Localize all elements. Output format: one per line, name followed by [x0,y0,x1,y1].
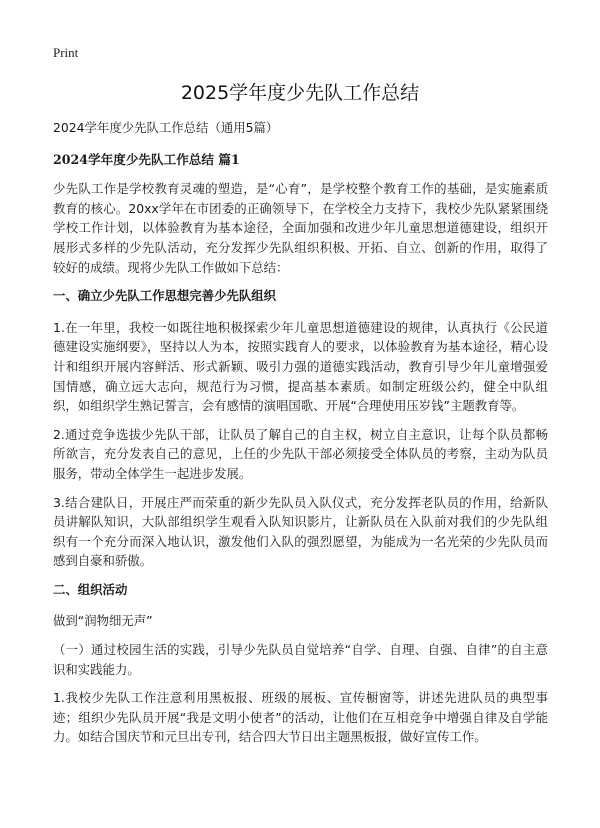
section-2-paragraph-1: 做到“润物细无声” [53,613,153,629]
section-2-heading: 二、组织活动 [53,581,128,597]
section-1-paragraph-2: 2.通过竞争选拔少先队干部，让队员了解自己的自主权，树立自主意识，让每个队员都畅所欲言，充分发表自己的意见，上任的少先队干部必须接受全体队员的考察，主动为队员服务，带动全体学生一起进步发展。 [53,426,548,481]
article-subtitle: 2024学年度少先队工作总结（通用5篇） [53,120,279,135]
article-heading: 2024学年度少先队工作总结 篇1 [53,151,240,167]
article-body [53,118,548,756]
print-link[interactable]: Print [53,45,79,60]
section-1-paragraph-1: 1.在一年里，我校一如既往地积极探索少年儿童思想道德建设的规律，认真执行《公民道德建设实施纲要》，坚持以人为本，按照实践育人的要求，以体验教育为基本途径，精心设计和组织开展内容鲜活、形式新颖、吸引力强的道德实践活动，教育引导少年儿童增强爱国情感，确立远大志向，规范行为习惯，提高基本素质。如制定班级公约，健全中队组织，如组织学生熟记誓言，会有感情的演唱国歌、开展“合理使用压岁钱”主题教育等。 [53,319,548,414]
intro-paragraph: 少先队工作是学校教育灵魂的塑造，是“心育”，是学校整个教育工作的基础，是实施素质教育的核心。20xx学年在市团委的正确领导下，在学校全力支持下，我校少先队紧紧围绕学校工作计划，以体验教育为基本途径，全面加强和改进少年儿童思想道德建设，组织开展形式多样的少先队活动，充分发挥少先队组织积极、开拓、自立、创新的作用，取得了较好的成绩。现将少先队工作做如下总结： [53,181,548,275]
page-title: 2025学年度少先队工作总结 [180,82,420,104]
section-1-paragraph-3: 3.结合建队日，开展庄严而荣重的新少先队员入队仪式，充分发挥老队员的作用，给新队员讲解队知识，大队部组织学生观看入队知识影片，让新队员在入队前对我们的少先队组织有一个充分而深入地认识，激发他们入队的强烈愿望，为能成为一名光荣的少先队员而感到自豪和骄傲。 [53,494,548,569]
section-1-heading: 一、确立少先队工作思想完善少先队组织 [53,288,277,304]
section-2-paragraph-3: 1.我校少先队工作注意利用黑板报、班级的展板、宣传橱窗等，讲述先进队员的典型事迹；组织少先队员开展“我是文明小使者”的活动，让他们在互相竞争中增强自律及自学能力。如结合国庆节和元旦出专刊，结合四大节日出主题黑板报，做好宣传工作。 [53,690,548,745]
section-2-paragraph-2: （一）通过校园生活的实践，引导少先队员自觉培养“自学、自理、自强、自律”的自主意识和实践能力。 [53,642,548,677]
